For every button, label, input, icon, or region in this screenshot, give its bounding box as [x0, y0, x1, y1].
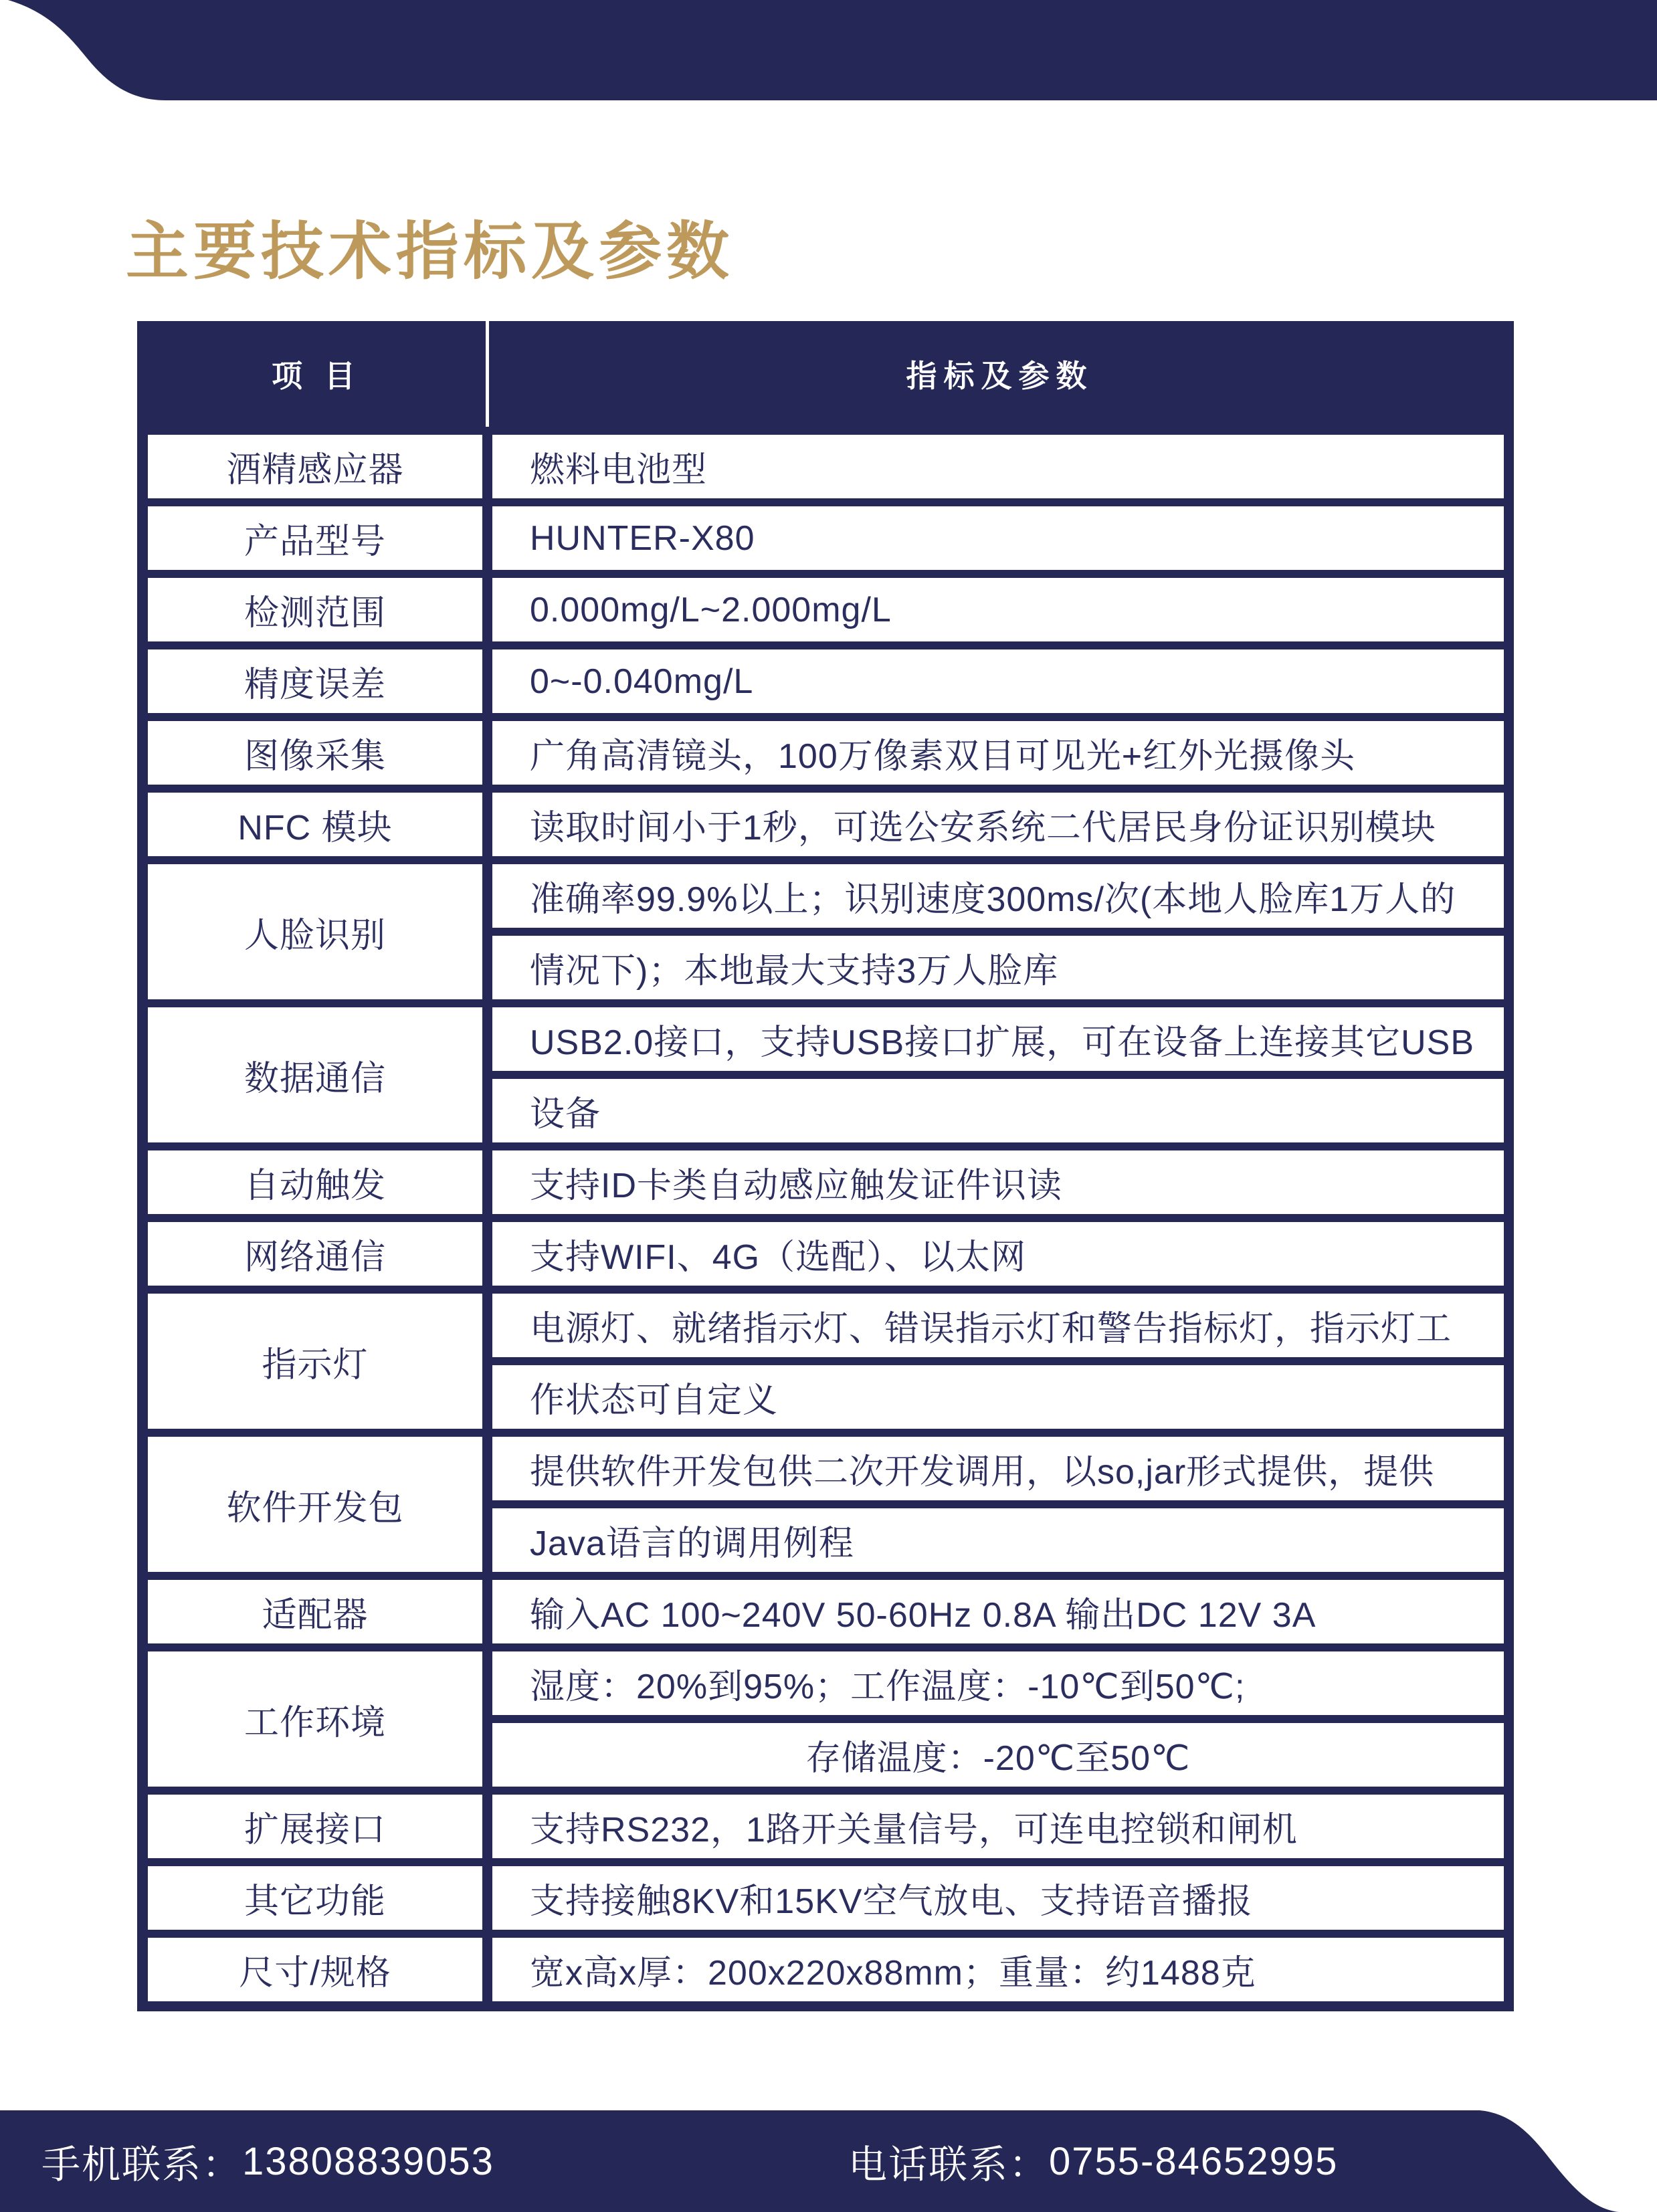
top-banner-shape — [0, 0, 1657, 100]
spec-item-label: 指示灯 — [148, 1294, 482, 1429]
mobile-contact-label: 手机联系： — [41, 2143, 243, 2187]
spec-item-label: 扩展接口 — [148, 1795, 482, 1858]
spec-value: 湿度：20%到95%；工作温度：-10℃到50℃; — [492, 1651, 1504, 1715]
spec-item-label: 其它功能 — [148, 1866, 482, 1930]
table-header-row — [148, 321, 1504, 427]
spec-item-label: 检测范围 — [148, 578, 482, 641]
table-header-specs: 指标及参数 — [906, 359, 1094, 393]
header-column-divider — [486, 321, 489, 427]
spec-value: 支持接触8KV和15KV空气放电、支持语音播报 — [492, 1866, 1504, 1930]
spec-table — [137, 321, 1514, 2011]
mobile-contact-number: 13808839053 — [242, 2139, 494, 2183]
spec-value: HUNTER-X80 — [492, 506, 1504, 570]
spec-value: 0~-0.040mg/L — [492, 649, 1504, 713]
spec-value: 宽x高x厚：200x220x88mm；重量：约1488克 — [492, 1938, 1504, 2001]
spec-value: 0.000mg/L~2.000mg/L — [492, 578, 1504, 641]
spec-value: Java语言的调用例程 — [492, 1508, 1504, 1572]
tel-contact-label: 电话联系： — [848, 2143, 1050, 2187]
spec-item-label: 软件开发包 — [148, 1437, 482, 1572]
spec-value: 存储温度：-20℃至50℃ — [492, 1723, 1504, 1787]
spec-item-label: 工作环境 — [148, 1651, 482, 1787]
spec-value: 输入AC 100~240V 50-60Hz 0.8A 输出DC 12V 3A — [492, 1580, 1504, 1643]
spec-item-label: 精度误差 — [148, 649, 482, 713]
spec-value: 读取时间小于1秒，可选公安系统二代居民身份证识别模块 — [492, 793, 1504, 856]
spec-item-label: 人脸识别 — [148, 864, 482, 999]
spec-item-label: 酒精感应器 — [148, 435, 482, 498]
footer-tel-contact — [848, 2110, 1338, 2212]
spec-item-label: 尺寸/规格 — [148, 1938, 482, 2001]
spec-value: 支持ID卡类自动感应触发证件识读 — [492, 1150, 1504, 1214]
spec-value: 电源灯、就绪指示灯、错误指示灯和警告指标灯，指示灯工 — [492, 1294, 1504, 1357]
spec-value: 广角高清镜头，100万像素双目可见光+红外光摄像头 — [492, 721, 1504, 785]
spec-value: 情况下)；本地最大支持3万人脸库 — [492, 936, 1504, 999]
spec-item-label: 自动触发 — [148, 1150, 482, 1214]
spec-value: 支持WIFI、4G（选配）、以太网 — [492, 1222, 1504, 1286]
spec-value: 燃料电池型 — [492, 435, 1504, 498]
footer-banner — [0, 2110, 1657, 2212]
spec-value: 设备 — [492, 1079, 1504, 1142]
spec-item-label: 适配器 — [148, 1580, 482, 1643]
top-banner — [0, 0, 1657, 100]
tel-contact-number: 0755-84652995 — [1049, 2139, 1339, 2183]
footer-mobile-contact — [41, 2110, 494, 2212]
spec-value: 支持RS232，1路开关量信号，可连电控锁和闸机 — [492, 1795, 1504, 1858]
page-title: 主要技术指标及参数 — [126, 216, 735, 286]
spec-item-label: NFC 模块 — [148, 793, 482, 856]
spec-item-label: 网络通信 — [148, 1222, 482, 1286]
spec-value: 准确率99.9%以上；识别速度300ms/次(本地人脸库1万人的 — [492, 864, 1504, 928]
spec-item-label: 产品型号 — [148, 506, 482, 570]
table-header-item: 项 目 — [272, 359, 362, 393]
spec-item-label: 图像采集 — [148, 721, 482, 785]
spec-value: USB2.0接口，支持USB接口扩展，可在设备上连接其它USB — [492, 1007, 1504, 1071]
spec-value: 提供软件开发包供二次开发调用，以so,jar形式提供，提供 — [492, 1437, 1504, 1500]
spec-value: 作状态可自定义 — [492, 1365, 1504, 1429]
spec-item-label: 数据通信 — [148, 1007, 482, 1142]
